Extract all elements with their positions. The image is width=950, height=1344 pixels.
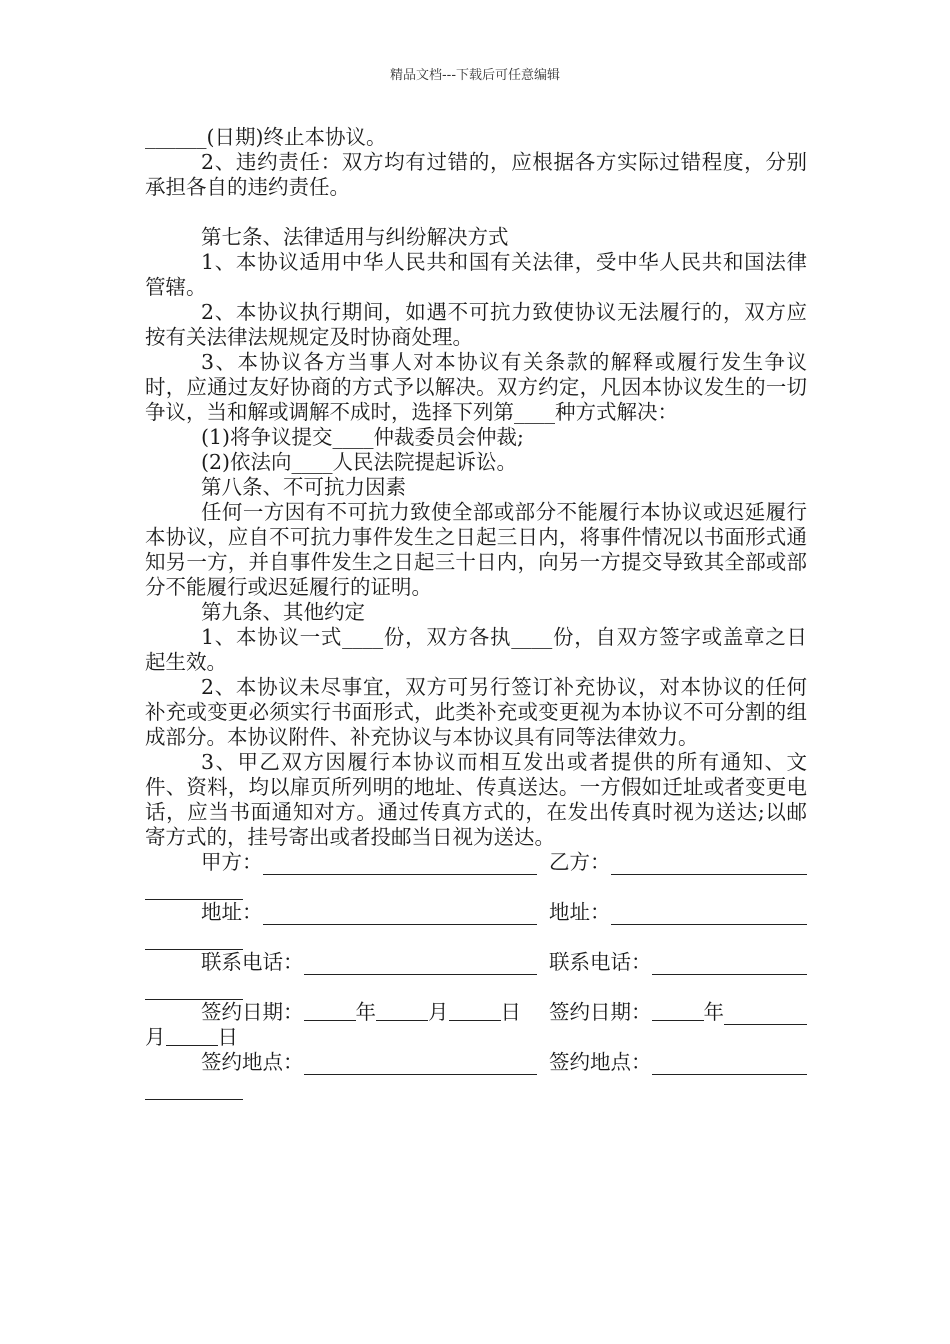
party-a-label: 甲方：: [201, 850, 263, 874]
contract-body: [145, 125, 807, 1100]
sign-place-b-blank: [652, 1056, 808, 1075]
paragraph-termination: ______(日期)终止本协议。: [145, 125, 387, 149]
article-7-item-3: 3、本协议各方当事人对本协议有关条款的解释或履行发生争议时，应通过友好协商的方式予以解决。双方约定，凡因本协议发生的一切争议，当和解或调解不成时，选择下列第____种方式解决：: [145, 350, 807, 424]
sign-place-b-label: 签约地点：: [549, 1050, 652, 1074]
month-label: 月: [428, 1000, 449, 1024]
sign-date-b-label: 签约日期：: [549, 1000, 652, 1024]
signature-row-phone: [145, 950, 807, 975]
phone-b-blank: [652, 956, 808, 975]
year-label: 年: [703, 1000, 724, 1024]
party-a-blank: [263, 856, 538, 875]
phone-b-label: 联系电话：: [549, 950, 652, 974]
date-continuation: [145, 1025, 807, 1050]
article-7-item-2: 2、本协议执行期间，如遇不可抗力致使协议无法履行的，双方应按有关法律法规规定及时协商处理。: [145, 300, 807, 349]
party-b-label: 乙方：: [549, 850, 611, 874]
address-a-blank: [263, 906, 538, 925]
blank-continuation: [145, 875, 807, 900]
page-header: 精品文档---下载后可任意编辑: [389, 68, 561, 83]
address-b-blank: [611, 906, 808, 925]
sign-date-a-label: 签约日期：: [201, 1000, 304, 1024]
phone-a-label: 联系电话：: [201, 950, 304, 974]
day-label: 日: [217, 1025, 238, 1049]
blank-continuation: [145, 975, 807, 1000]
signature-row-date: [145, 1000, 807, 1025]
address-b-label: 地址：: [549, 900, 611, 924]
signature-row-address: [145, 900, 807, 925]
sign-place-a-label: 签约地点：: [201, 1050, 304, 1074]
phone-a-blank: [304, 956, 538, 975]
paragraph-breach-liability: 2、违约责任：双方均有过错的，应根据各方实际过错程度，分别承担各自的违约责任。: [145, 150, 807, 199]
article-9-item-1: 1、本协议一式____份，双方各执____份，自双方签字或盖章之日起生效。: [145, 625, 807, 674]
blank-continuation: [145, 1075, 807, 1100]
day-label: 日: [500, 1000, 521, 1024]
article-8-title: 第八条、不可抗力因素: [201, 475, 406, 499]
article-8-item-1: 任何一方因有不可抗力致使全部或部分不能履行本协议或迟延履行本协议，应自不可抗力事件发生之日起三日内，将事件情况以书面形式通知另一方，并自事件发生之日起三十日内，向另一方提交导致其全部或部分不能履行或迟延履行的证明。: [145, 500, 807, 599]
article-9-item-3: 3、甲乙双方因履行本协议而相互发出或者提供的所有通知、文件、资料，均以扉页所列明的地址、传真送达。一方假如迁址或者变更电话，应当书面通知对方。通过传真方式的，在发出传真时视为送达;以邮寄方式的，挂号寄出或者投邮当日视为送达。: [145, 750, 807, 849]
signature-row-place: [145, 1050, 807, 1075]
article-9-title: 第九条、其他约定: [201, 600, 365, 624]
spacer: [145, 200, 807, 225]
article-7-title: 第七条、法律适用与纠纷解决方式: [201, 225, 509, 249]
blank-continuation: [145, 925, 807, 950]
sign-place-a-blank: [304, 1056, 538, 1075]
address-a-label: 地址：: [201, 900, 263, 924]
article-9-item-2: 2、本协议未尽事宜，双方可另行签订补充协议，对本协议的任何补充或变更必须实行书面形式，此类补充或变更视为本协议不可分割的组成部分。本协议附件、补充协议与本协议具有同等法律效力。: [145, 675, 807, 749]
article-7-option-2: (2)依法向____人民法院提起诉讼。: [201, 450, 518, 474]
article-7-option-1: (1)将争议提交____仲裁委员会仲裁;: [201, 425, 524, 449]
signature-row-party: [145, 850, 807, 875]
party-b-blank: [611, 856, 808, 875]
month-label: 月: [145, 1025, 166, 1049]
article-7-item-1: 1、本协议适用中华人民共和国有关法律，受中华人民共和国法律管辖。: [145, 250, 807, 299]
year-label: 年: [355, 1000, 376, 1024]
